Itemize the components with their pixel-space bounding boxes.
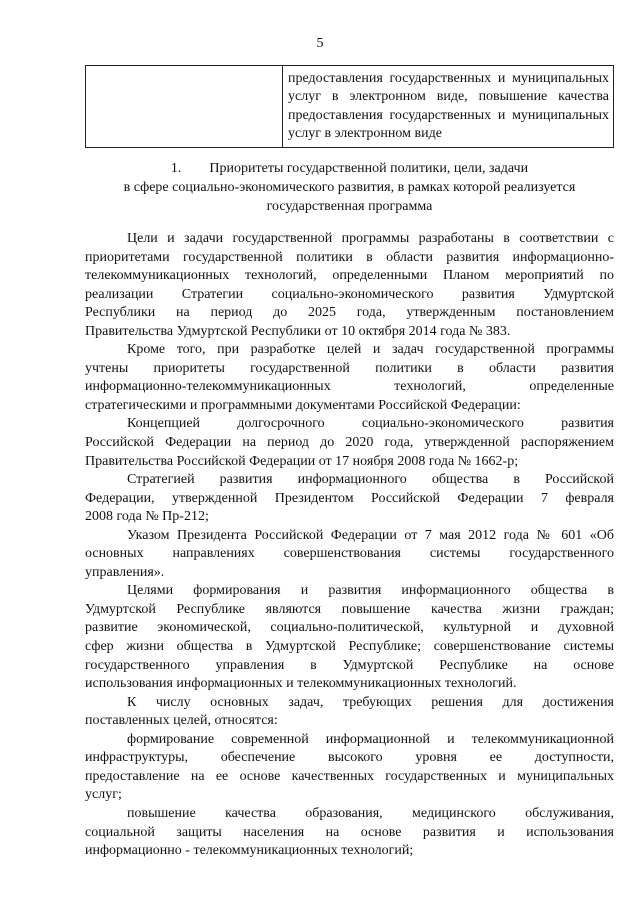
paragraph-line: 2008 года № Пр-212; <box>85 509 209 525</box>
page-number: 5 <box>316 36 324 51</box>
paragraph-line: стратегическими и программными документами Российской Федерации: <box>85 397 521 413</box>
paragraph-line: предоставление на ее основе качественных государственных и муниципальных <box>85 768 614 784</box>
section-heading <box>85 160 614 216</box>
paragraph-line: реализации Стратегии социально-экономического развития Удмуртской <box>85 286 614 302</box>
paragraph-line: основных направлениях совершенствования системы государственного <box>85 546 614 562</box>
paragraph-line: Концепцией долгосрочного социально-экономического развития <box>127 416 614 432</box>
heading-line: 1. Приоритеты государственной политики, цели, задачи <box>170 161 529 176</box>
table-cell-empty <box>86 66 283 148</box>
table-row <box>86 66 614 148</box>
body-text <box>85 230 614 861</box>
paragraph-line: формирование современной информационной и телекоммуникационной <box>127 731 614 747</box>
table-cell-line: услуг в электронном виде, повышение качества <box>288 89 609 105</box>
paragraph-line: государственного управления в Удмуртской Республике на основе <box>85 657 614 673</box>
table-cell-text <box>283 66 614 148</box>
paragraph-line: повышение качества образования, медицинского обслуживания, <box>127 805 614 821</box>
paragraph-line: поставленных целей, относятся: <box>85 713 278 729</box>
paragraph-line: Указом Президента Российской Федерации от 7 мая 2012 года № 601 «Об <box>127 527 614 543</box>
paragraph-line: Республики на период до 2025 года, утвержденным постановлением <box>85 305 614 321</box>
paragraph-line: Правительства Российской Федерации от 17 ноября 2008 года № 1662-р; <box>85 453 519 469</box>
continuation-table <box>85 65 614 148</box>
heading-line: в сфере социально-экономического развития, в рамках которой реализуется <box>123 179 576 195</box>
paragraph-line: инфраструктуры, обеспечение высокого уровня ее доступности, <box>85 750 614 766</box>
table-cell-line: предоставления государственных и муниципальных <box>288 71 609 86</box>
paragraph-line: Правительства Удмуртской Республики от 10 октября 2014 года № 383. <box>85 323 511 339</box>
paragraph-line: Стратегией развития информационного общества в Российской <box>127 472 614 488</box>
paragraph-line: информационно - телекоммуникационных технологий; <box>85 843 414 859</box>
heading-line: государственная программа <box>266 198 433 214</box>
paragraph-line: Российской Федерации на период до 2020 года, утвержденной распоряжением <box>85 435 614 451</box>
paragraph-line: Удмуртской Республике являются повышение качества жизни граждан; <box>85 601 614 617</box>
paragraph-line: приоритетами государственной политики в области развития информационно- <box>85 249 614 265</box>
paragraph-line: использования информационных и телекоммуникационных технологий. <box>85 676 517 692</box>
table-cell-line: предоставления государственных и муниципальных <box>288 107 609 123</box>
paragraph-line: телекоммуникационных технологий, определенными Планом мероприятий по <box>85 268 614 284</box>
paragraph-line: социальной защиты населения на основе развития и использования <box>85 824 614 840</box>
paragraph-line: Кроме того, при разработке целей и задач государственной программы <box>127 342 614 358</box>
paragraph-line: сфер жизни общества в Удмуртской Республике; совершенствование системы <box>85 639 614 655</box>
paragraph-line: учтены приоритеты государственной политики в области развития <box>85 360 614 376</box>
paragraph-line: услуг; <box>85 787 122 803</box>
table-cell-line: услуг в электронном виде <box>288 126 442 142</box>
paragraph-line: информационно-телекоммуникационных технологий, определенные <box>85 379 614 395</box>
paragraph-line: Целями формирования и развития информационного общества в <box>127 583 614 599</box>
paragraph-line: управления». <box>85 564 165 580</box>
paragraph-line: развитие экономической, социально-политической, культурной и духовной <box>85 620 614 636</box>
paragraph-line: Цели и задачи государственной программы разработаны в соответствии с <box>127 231 614 246</box>
paragraph-line: К числу основных задач, требующих решения для достижения <box>127 694 614 710</box>
paragraph-line: Федерации, утвержденной Президентом Российской Федерации 7 февраля <box>85 490 614 506</box>
